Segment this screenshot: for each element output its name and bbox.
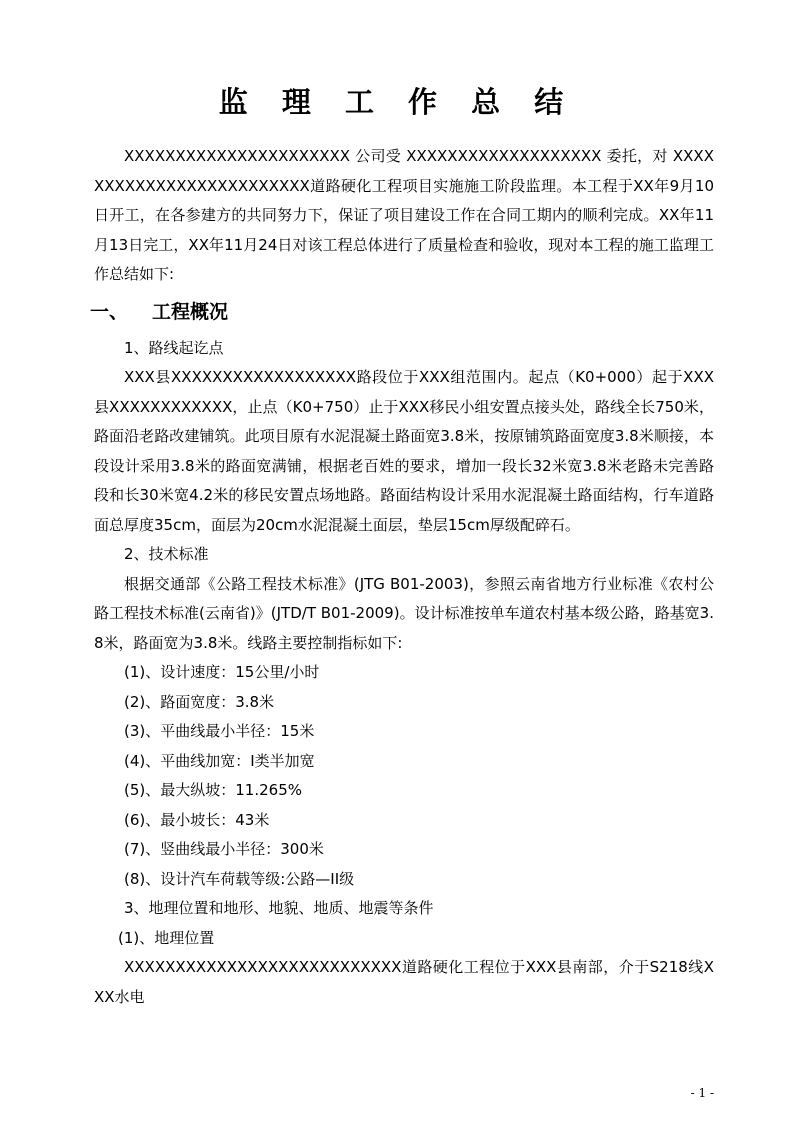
spec-item: (4)、平曲线加宽：I类半加宽	[124, 751, 315, 770]
subsection-heading-2: 2、技术标准	[124, 545, 209, 563]
page-number: - 1 -	[690, 1086, 714, 1100]
subsection-paragraph-1: XXX县XXXXXXXXXXXXXXXXXX路段位于XXX组范围内。起点（K0+000）起于XXX县XXXXXXXXXXXX，止点（K0+750）止于XXX移民小组安置点接头处，路线全长750米，路面沿老路改建铺筑。此项目原有水泥混凝土路面宽3.8米，按原铺筑路面宽度3.8米顺接，本段设计采用3.8米的路面宽满铺，根据老百姓的要求，增加一段长32米宽3.8米老路未完善路段和长30米宽4.2米的移民安置点场地路。路面结构设计采用水泥混凝土路面结构，行车道路面总厚度35cm，面层为20cm水泥混凝土面层，垫层15cm厚级配碎石。	[94, 368, 714, 534]
document-title: 监 理 工 作 总 结	[218, 85, 576, 119]
document-body	[90, 142, 714, 1012]
spec-item: (3)、平曲线最小半径：15米	[124, 722, 315, 740]
section-number: 一、	[90, 300, 129, 323]
subsection-paragraph-2: 根据交通部《公路工程技术标准》(JTG B01-2003)，参照云南省地方行业标准《农村公路工程技术标准(云南省)》(JTD/T B01-2009)。设计标准按单车道农村基本级公路，路基宽3.8米，路面宽为3.8米。线路主要控制指标如下:	[94, 574, 714, 652]
spec-item: (2)、路面宽度：3.8米	[124, 692, 275, 711]
section-heading	[90, 296, 714, 328]
spec-item: (5)、最大纵坡：11.265%	[124, 781, 302, 799]
spec-item: (1)、设计速度：15公里/小时	[124, 663, 320, 681]
spec-item: (8)、设计汽车荷载等级:公路—II级	[124, 869, 355, 888]
subsection-item: (1)、地理位置	[118, 928, 215, 947]
section-title: 工程概况	[152, 300, 229, 323]
spec-item: (6)、最小坡长：43米	[124, 810, 270, 829]
spec-item: (7)、竖曲线最小半径：300米	[124, 840, 324, 858]
subsection-heading-3: 3、地理位置和地形、地貌、地质、地震等条件	[124, 899, 434, 917]
subsection-heading-1: 1、路线起讫点	[124, 338, 224, 357]
subsection-paragraph-3: XXXXXXXXXXXXXXXXXXXXXXXXXXX道路硬化工程位于XXX县南部，介于S218线XXX水电	[94, 958, 714, 1006]
intro-paragraph: XXXXXXXXXXXXXXXXXXXXXX 公司受 XXXXXXXXXXXXXXXXXXX 委托，对 XXXXXXXXXXXXXXXXXXXXXXXXX道路硬化工程项目实施施工阶段监理。本工程于XX年9月10日开工，在各参建方的共同努力下，保证了项目建设工作在合同工期内的顺利完成。XX年11月13日完工，XX年11月24日对该工程总体进行了质量检查和验收，现对本工程的施工监理工作总结如下:	[94, 147, 714, 283]
